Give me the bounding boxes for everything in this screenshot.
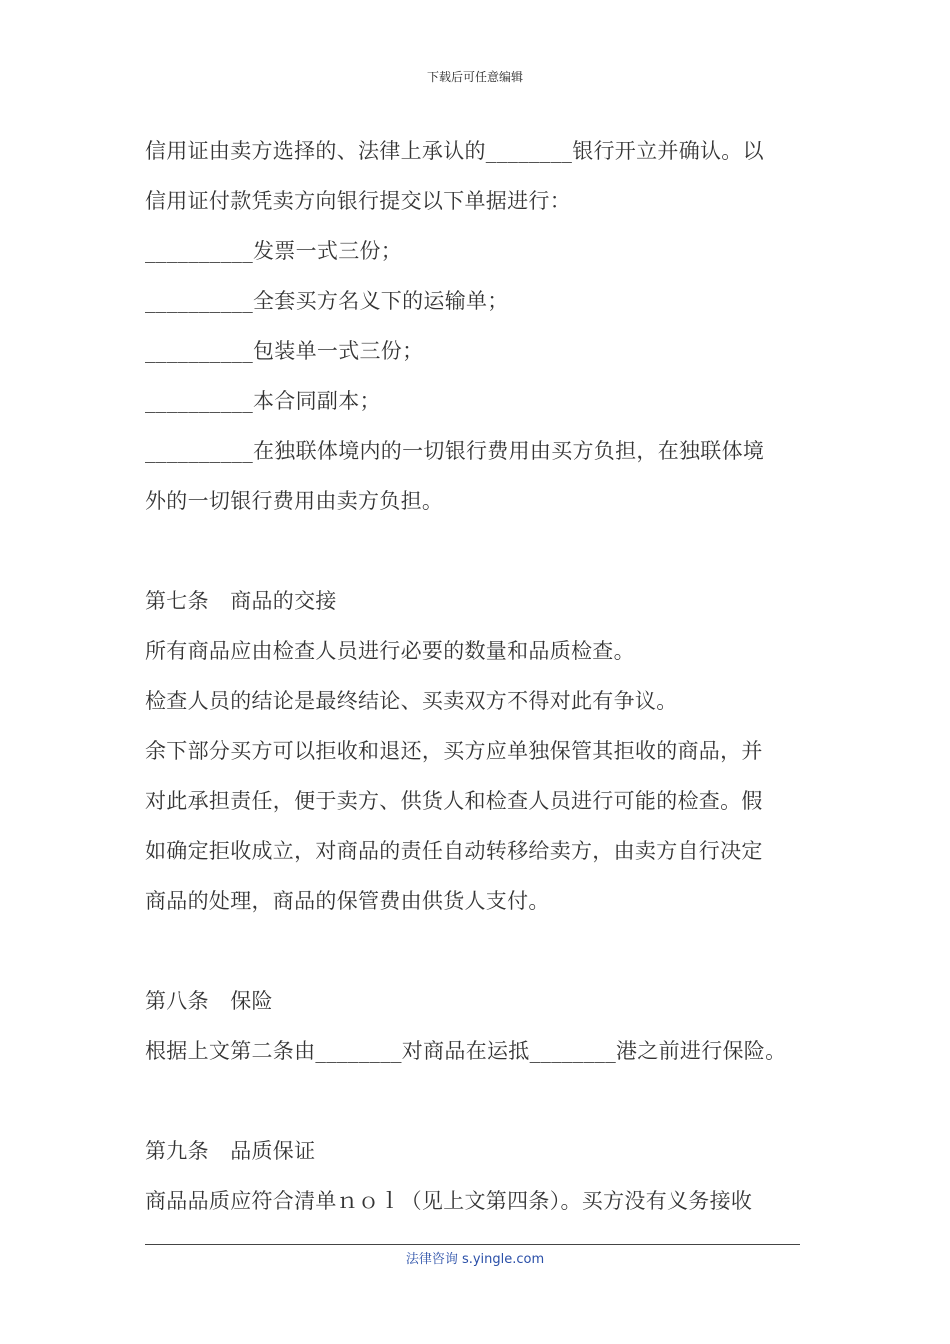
text-line: __________在独联体境内的一切银行费用由买方负担，在独联体境 xyxy=(145,439,765,463)
paragraph-gap xyxy=(145,526,825,576)
document-body xyxy=(145,126,825,1226)
footer-divider xyxy=(145,1244,800,1245)
section-heading: 第八条 保险 xyxy=(145,989,273,1013)
text-line: 商品品质应符合清单ｎｏｌ（见上文第四条）。买方没有义务接收 xyxy=(145,1189,753,1213)
paragraph-gap xyxy=(145,926,825,976)
page-header: 下载后可任意编辑 xyxy=(426,70,523,84)
section-heading: 第九条 品质保证 xyxy=(145,1139,316,1163)
text-line: __________包装单一式三份； xyxy=(145,339,424,363)
text-line: 信用证由卖方选择的、法律上承认的________银行开立并确认。以 xyxy=(145,139,764,163)
text-line: 商品的处理，商品的保管费由供货人支付。 xyxy=(145,889,550,913)
text-line: 余下部分买方可以拒收和退还，买方应单独保管其拒收的商品，并 xyxy=(145,739,763,763)
text-line: 信用证付款凭卖方向银行提交以下单据进行： xyxy=(145,189,571,213)
text-line: 检查人员的结论是最终结论、买卖双方不得对此有争议。 xyxy=(145,689,678,713)
paragraph-gap xyxy=(145,1076,825,1126)
text-line: __________本合同副本； xyxy=(145,389,381,413)
text-line: __________发票一式三份； xyxy=(145,239,403,263)
text-line: __________全套买方名义下的运输单； xyxy=(145,289,509,313)
page-footer: 法律咨询 s.yingle.com xyxy=(405,1252,545,1267)
text-line: 对此承担责任，便于卖方、供货人和检查人员进行可能的检查。假 xyxy=(145,789,763,813)
text-line: 如确定拒收成立，对商品的责任自动转移给卖方，由卖方自行决定 xyxy=(145,839,763,863)
text-line: 根据上文第二条由________对商品在运抵________港之前进行保险。 xyxy=(145,1039,787,1063)
text-line: 外的一切银行费用由卖方负担。 xyxy=(145,489,444,513)
text-line: 所有商品应由检查人员进行必要的数量和品质检查。 xyxy=(145,639,635,663)
section-heading: 第七条 商品的交接 xyxy=(145,589,337,613)
